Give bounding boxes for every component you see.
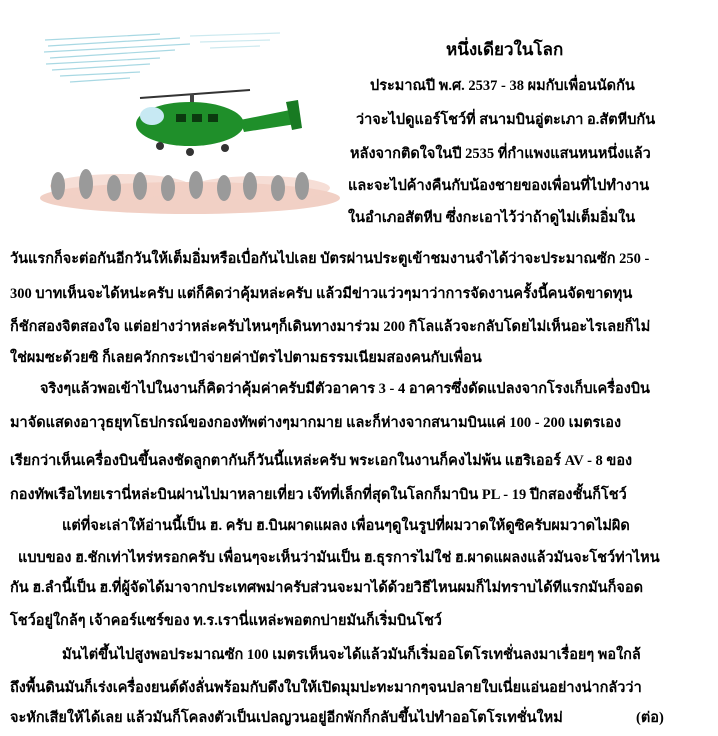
paragraph-line: แต่ที่จะเล่าให้อ่านนี้เป็น ฮ. ครับ ฮ.บินผาดแผลง เพื่อนๆดูในรูปที่ผมวาดให้ดูซิครับผมวาดไม่ผิด [62, 518, 630, 534]
paragraph-line: ประมาณปี พ.ศ. 2537 - 38 ผมกับเพื่อนนัดกัน [370, 78, 635, 94]
paragraph-line: จริงๆแล้วพอเข้าไปในงานก็คิดว่าคุ้มค่าครับมีตัวอาคาร 3 - 4 อาคารซึ่งดัดแปลงจากโรงเก็บเครื่องบิน [40, 381, 650, 397]
paragraph-line: จะหักเสียให้ได้เลย แล้วมันก็โคลงตัวเป็นเปลญวนอยู่อีกพักก็กลับขึ้นไปทำออโตโรเทชั่นใหม่ [10, 710, 563, 726]
paragraph-line: ใช่ผมซะด้วยซิ ก็เลยควักกระเป๋าจ่ายค่าบัตรไปตามธรรมเนียมสองคนกับเพื่อน [10, 350, 482, 366]
paragraph-line: มันไต่ขึ้นไปสูงพอประมาณซัก 100 เมตรเห็นจะได้แล้วมันก็เริ่มออโตโรเทชั่นลงมาเรื่อยๆ พอใกล้ [62, 647, 641, 663]
paragraph-line: กัน ฮ.ลำนี้เป็น ฮ.ที่ผู้จัดได้มาจากประเทศพม่าครับส่วนจะมาได้ด้วยวิธีไหนผมก็ไม่ทราบได้ทีแรกมันก็จอด [10, 580, 643, 596]
sky-scribble [44, 33, 280, 82]
paragraph-line: วันแรกก็จะต่อกันอีกวันให้เต็มอิ่มหรือเบื่อกันไปเลย บัตรผ่านประตูเข้าชมงานจำได้ว่าจะประมาณซัก 250 - [10, 251, 650, 267]
paragraph-line: โชว์อยู่ใกล้ๆ เจ้าคอร์แซร์ของ ท.ร.เรานี่แหล่ะพอตกบ่ายมันก็เริ่มบินโชว์ [10, 613, 442, 629]
paragraph-line: ถึงพื้นดินมันก็เร่งเครื่องยนต์ดังลั่นพร้อมกับดึงใบให้เปิดมุมปะทะมากๆจนปลายใบเนี่ยแอ่นอย่างน่ากลัวว่า [10, 680, 642, 696]
paragraph-line: แบบของ ฮ.ชักเท่าไหร่หรอกครับ เพื่อนๆจะเห็นว่ามันเป็น ฮ.ธุรการไม่ใช่ ฮ.ผาดแผลงแล้วมันจะโชว์ท่าไหน [18, 550, 660, 566]
paragraph-line: ในอำเภอสัตหีบ ซึ่งกะเอาไว้ว่าถ้าดูไม่เต็มอิ่มใน [348, 210, 636, 226]
paragraph-line: ก็ชักสองจิตสองใจ แต่อย่างว่าหล่ะครับไหนๆก็เดินทางมาร่วม 200 กิโลแล้วจะกลับโดยไม่เห็นอะไรเลยก็ไม่ [10, 319, 651, 335]
helicopter-icon [136, 90, 302, 156]
article-title: หนึ่งเดียวในโลก [446, 40, 564, 59]
paragraph-line: เรียกว่าเห็นเครื่องบินขึ้นลงชัดลูกตากันก็วันนี้แหล่ะครับ พระเอกในงานก็คงไม่พ้น แฮริเออร์ AV - 8 ของ [10, 453, 633, 469]
helicopter-illustration [40, 28, 340, 218]
paragraph-line: หลังจากติดใจในปี 2535 ที่กำแพงแสนหนหนึ่งแล้ว [350, 146, 651, 162]
paragraph-line: 300 บาทเห็นจะได้หน่ะครับ แต่ก็คิดว่าคุ้มหล่ะครับ แล้วมีข่าวแว่วๆมาว่าการจัดงานครั้งนี้คนจัดขาดทุน [10, 286, 633, 302]
continued-label: (ต่อ) [636, 710, 664, 726]
paragraph-line: ว่าจะไปดูแอร์โชว์ที่ สนามบินอู่ตะเภา อ.สัตหีบกัน [356, 112, 656, 128]
paragraph-line: และจะไปค้างคืนกับน้องชายของเพื่อนที่ไปทำงาน [348, 178, 650, 194]
paragraph-line: กองทัพเรือไทยเรานี่หล่ะบินผ่านไปมาหลายเที่ยว เจ๊ทที่เล็กที่สุดในโลกก็มาบิน PL - 19 ปีกสองชั้นก็โชว์ [10, 487, 627, 503]
paragraph-line: มาจัดแสดงอาวุธยุทโธปกรณ์ของกองทัพต่างๆมากมาย และก็ห่างจากสนามบินแค่ 100 - 200 เมตรเอง [10, 415, 622, 431]
